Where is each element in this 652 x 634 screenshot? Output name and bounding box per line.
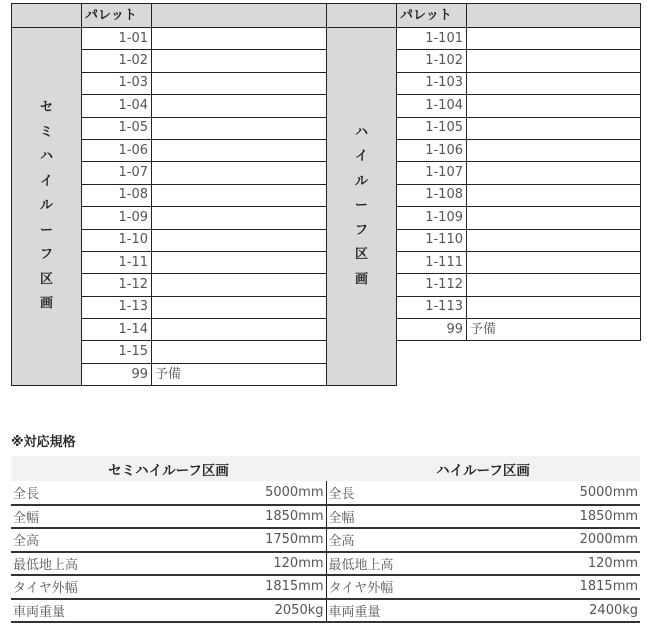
spec-row xyxy=(11,599,640,623)
pallet-note xyxy=(467,72,641,94)
label-char: 区 xyxy=(39,271,53,287)
pallet-number: 1-102 xyxy=(397,50,467,72)
header-pallet-cell: パレット xyxy=(82,4,152,28)
pallet-note xyxy=(467,274,641,296)
pallet-number: 1-12 xyxy=(82,274,152,296)
specs-table xyxy=(11,456,640,623)
pallet-note xyxy=(467,95,641,117)
spec-value-high: 120mm xyxy=(483,552,640,576)
blank-cell xyxy=(397,363,641,385)
pallet-number: 1-04 xyxy=(82,95,152,117)
spec-label: 車両重量 xyxy=(11,599,168,623)
high-roof-pallet-table xyxy=(326,3,641,386)
specs-header-semi-high-roof: セミハイルーフ区画 xyxy=(11,456,326,481)
spec-row xyxy=(11,481,640,505)
pallet-number: 1-09 xyxy=(82,207,152,229)
header-label-cell xyxy=(327,4,397,28)
specs-header-row xyxy=(11,456,640,481)
spec-value-high: 2400kg xyxy=(483,599,640,623)
label-char: イ xyxy=(39,173,53,189)
pallet-note xyxy=(152,162,327,184)
table-row xyxy=(327,28,641,50)
pallet-note xyxy=(152,139,327,161)
label-char: フ xyxy=(39,247,53,263)
pallet-number: 1-06 xyxy=(82,139,152,161)
pallet-note xyxy=(152,274,327,296)
label-char: ル xyxy=(354,173,368,189)
spec-label: 最低地上高 xyxy=(326,552,483,576)
pallet-note xyxy=(467,251,641,273)
label-char: イ xyxy=(354,149,368,165)
pallet-number: 1-03 xyxy=(82,72,152,94)
spec-label: 全幅 xyxy=(11,505,168,529)
section-label-high-roof xyxy=(327,28,397,386)
spec-value-semi: 5000mm xyxy=(168,481,326,505)
pallet-number: 1-109 xyxy=(397,207,467,229)
pallet-note xyxy=(152,251,327,273)
spec-value-high: 1815mm xyxy=(483,575,640,599)
pallet-number: 1-13 xyxy=(82,296,152,318)
pallet-note xyxy=(152,28,327,50)
label-char: セ xyxy=(39,100,53,116)
spec-label: 全幅 xyxy=(326,505,483,529)
spec-row xyxy=(11,505,640,529)
spec-label: 全長 xyxy=(326,481,483,505)
spec-value-semi: 1750mm xyxy=(168,528,326,552)
pallet-number: 1-112 xyxy=(397,274,467,296)
pallet-note xyxy=(467,28,641,50)
pallet-note xyxy=(152,95,327,117)
spec-label: 全高 xyxy=(11,528,168,552)
pallet-note xyxy=(152,319,327,341)
pallet-number: 1-101 xyxy=(397,28,467,50)
pallet-note xyxy=(467,117,641,139)
pallet-note xyxy=(467,207,641,229)
pallet-note xyxy=(152,296,327,318)
pallet-note xyxy=(467,162,641,184)
header-note-cell xyxy=(152,4,327,28)
pallet-number: 1-110 xyxy=(397,229,467,251)
pallet-number: 1-07 xyxy=(82,162,152,184)
pallet-note: 予備 xyxy=(467,319,641,341)
table-header-row xyxy=(327,4,641,28)
label-char: フ xyxy=(354,222,368,238)
pallet-number: 1-113 xyxy=(397,296,467,318)
pallet-note xyxy=(467,296,641,318)
pallet-note xyxy=(467,229,641,251)
pallet-number: 1-106 xyxy=(397,139,467,161)
pallet-number: 1-108 xyxy=(397,184,467,206)
pallet-number: 1-10 xyxy=(82,229,152,251)
pallet-note xyxy=(152,72,327,94)
spec-label: タイヤ外幅 xyxy=(11,575,168,599)
spec-label: 最低地上高 xyxy=(11,552,168,576)
spec-value-semi: 1815mm xyxy=(168,575,326,599)
spec-label: 全高 xyxy=(326,528,483,552)
section-label-semi-high-roof xyxy=(12,28,82,386)
table-row xyxy=(12,28,327,50)
pallet-number: 1-111 xyxy=(397,251,467,273)
label-char: ル xyxy=(39,198,53,214)
pallet-note xyxy=(152,117,327,139)
spec-value-semi: 120mm xyxy=(168,552,326,576)
pallet-number: 1-02 xyxy=(82,50,152,72)
pallet-note xyxy=(152,229,327,251)
label-char: ハ xyxy=(39,149,53,165)
label-char: ハ xyxy=(354,124,368,140)
pallet-number: 1-05 xyxy=(82,117,152,139)
specs-title: ※対応規格 xyxy=(11,435,76,450)
pallet-number: 1-11 xyxy=(82,251,152,273)
pallet-note xyxy=(467,184,641,206)
pallet-note xyxy=(152,50,327,72)
pallet-note xyxy=(152,207,327,229)
pallet-number: 1-14 xyxy=(82,319,152,341)
spec-value-semi: 2050kg xyxy=(168,599,326,623)
pallet-note xyxy=(467,50,641,72)
pallet-number: 1-01 xyxy=(82,28,152,50)
header-label-cell xyxy=(12,4,82,28)
label-char: ー xyxy=(354,198,368,214)
spec-row xyxy=(11,528,640,552)
label-char: 画 xyxy=(39,296,53,312)
spec-label: 全長 xyxy=(11,481,168,505)
spec-value-semi: 1850mm xyxy=(168,505,326,529)
label-char: ー xyxy=(39,222,53,238)
pallet-number: 1-103 xyxy=(397,72,467,94)
blank-cell xyxy=(397,341,641,363)
spec-row xyxy=(11,552,640,576)
specs-header-high-roof: ハイルーフ区画 xyxy=(326,456,640,481)
pallet-number: 99 xyxy=(397,319,467,341)
header-note-cell xyxy=(467,4,641,28)
pallet-number: 99 xyxy=(82,363,152,385)
pallet-number: 1-104 xyxy=(397,95,467,117)
pallet-number: 1-105 xyxy=(397,117,467,139)
pallet-number: 1-107 xyxy=(397,162,467,184)
spec-label: タイヤ外幅 xyxy=(326,575,483,599)
label-char: 区 xyxy=(354,247,368,263)
pallet-number: 1-15 xyxy=(82,341,152,363)
pallet-note: 予備 xyxy=(152,363,327,385)
spec-value-high: 1850mm xyxy=(483,505,640,529)
label-char: 画 xyxy=(354,271,368,287)
spec-row xyxy=(11,575,640,599)
semi-high-roof-pallet-table xyxy=(11,3,327,386)
table-header-row xyxy=(12,4,327,28)
spec-value-high: 5000mm xyxy=(483,481,640,505)
pallet-note xyxy=(152,184,327,206)
spec-value-high: 2000mm xyxy=(483,528,640,552)
header-pallet-cell: パレット xyxy=(397,4,467,28)
pallet-note xyxy=(467,139,641,161)
pallet-number: 1-08 xyxy=(82,184,152,206)
spec-label: 車両重量 xyxy=(326,599,483,623)
label-char: ミ xyxy=(39,124,53,140)
pallet-note xyxy=(152,341,327,363)
